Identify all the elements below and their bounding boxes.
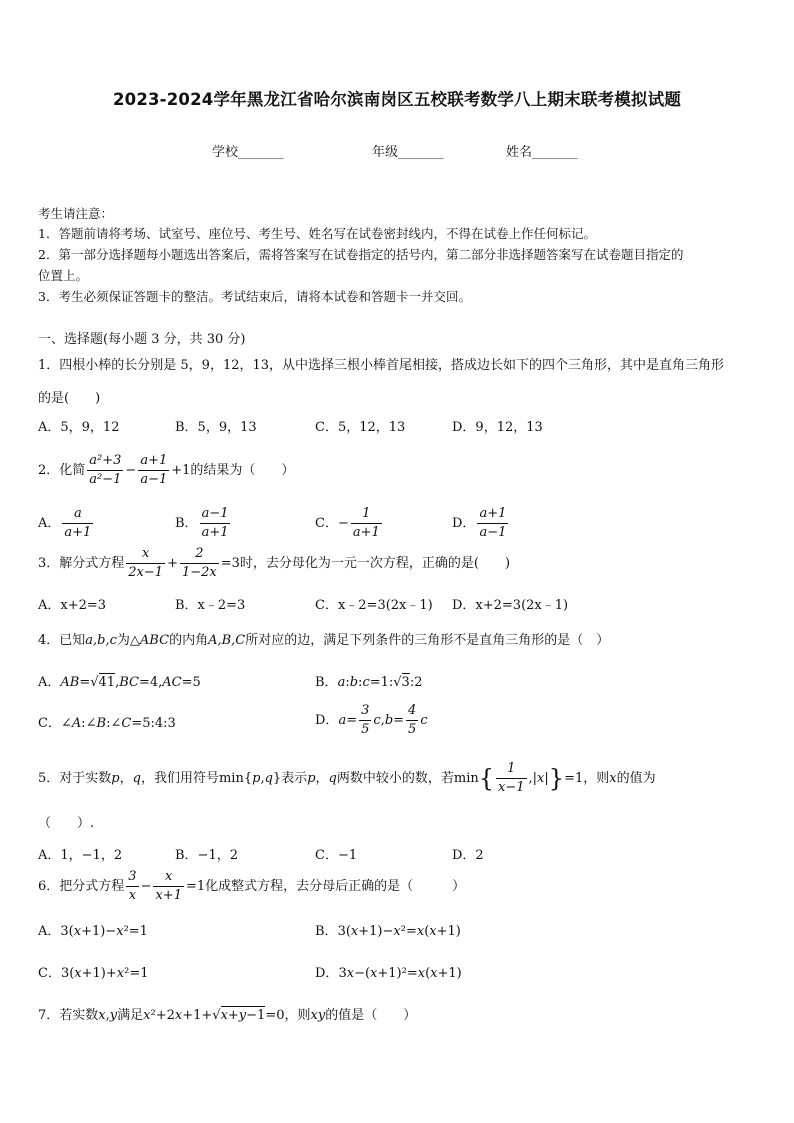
q6-option-d: D．3x−(x+1)²=x(x+1) (315, 966, 462, 981)
section-heading: 一、选择题(每小题 3 分，共 30 分) (38, 332, 246, 347)
q3-option-d: D．x+2=3(2x﹣1) (452, 598, 569, 613)
q1-option-d: D．9，12，13 (452, 420, 543, 435)
q2-suffix: 的结果为（ ） (190, 463, 295, 478)
q3-option-b: B．x﹣2=3 (175, 598, 246, 613)
q1-stem: 1．四根小棒的长分别是 5，9，12，13，从中选择三根小棒首尾相接，搭成边长如下的四个三角形，其中是直角三角形 (38, 358, 725, 373)
q6-option-b: B．3(x+1)−x²=x(x+1) (315, 924, 461, 939)
q3-option-a: A．x+2=3 (38, 598, 107, 613)
notice-item-1: 1．答题前请将考场、试室号、座位号、考生号、姓名写在试卷密封线内，不得在试卷上作任何标记。 (38, 226, 596, 241)
q2-fraction-2: $\frac{a+1}{a-1}$ (140, 453, 168, 487)
q3-stem: 3．解分式方程 $\frac{x}{2x-1}$ + $\frac{2}{1-2x}$ =3时，去分母化为一元一次方程，正确的是( ) (38, 546, 511, 580)
q5-option-a: A．1，−1，2 (38, 848, 123, 863)
q4-option-a: A．AB=√41,BC=4,AC=5 (38, 675, 201, 690)
notice-heading: 考生请注意： (38, 206, 114, 221)
exam-title: 2023-2024学年黑龙江省哈尔滨南岗区五校联考数学八上期末联考模拟试题 (112, 90, 682, 109)
q4-stem: 4．已知a,b,c为△ABC的内角A,B,C所对应的边，满足下列条件的三角形不是直角三角形的是（ ） (38, 633, 610, 648)
q5-stem-cont: （ ）. (38, 816, 95, 831)
name-field: 姓名_______ (506, 145, 578, 160)
q3-fraction-1: $\frac{x}{2x-1}$ (128, 546, 164, 580)
q5-option-d: D．2 (452, 848, 484, 863)
notice-item-3: 3．考生必须保证答题卡的整洁。考试结束后，请将本试卷和答题卡一并交回。 (38, 289, 471, 304)
q2-prefix: 2．化简 (38, 463, 86, 478)
q1-option-c: C．5，12，13 (315, 420, 406, 435)
q3-option-c: C．x﹣2=3(2x﹣1) (315, 598, 433, 613)
q2-stem: 2．化简 $\frac{\text{a²+3}}{\text{a²−1}}$ − $\frac{a+1}{a-1}$ +1的结果为（ ） (38, 453, 295, 487)
q2-fraction-1: $\frac{\text{a²+3}}{\text{a²−1}}$ (89, 453, 122, 487)
q5-option-b: B．−1，2 (175, 848, 238, 863)
notice-item-2-cont: 位置上。 (38, 268, 89, 283)
school-field: 学校_______ (212, 145, 284, 160)
q3-fraction-2: $\frac{2}{1-2x}$ (181, 546, 217, 580)
q7-stem: 7．若实数x,y满足x²+2x+1+√x+y−1=0，则xy的值是（ ） (38, 1008, 417, 1023)
q4-option-b: B．a:b:c=1:√3:2 (315, 675, 423, 690)
q2-option-b: B． $\frac{a-1}{a+1}$ (175, 506, 229, 540)
q2-option-c: C．− $\frac{1}{a+1}$ (315, 506, 380, 540)
q5-option-c: C．−1 (315, 848, 358, 863)
q6-option-a: A．3(x+1)−x²=1 (38, 924, 148, 939)
q5-stem: 5．对于实数p，q，我们用符号min{p,q}表示p，q两数中较小的数，若min{ $\frac{1}{x-1}$ ,|x|}=1，则x的值为 (38, 761, 656, 795)
q2-option-d: D． $\frac{a+1}{a-1}$ (452, 506, 507, 540)
q6-stem: 6．把分式方程 $\frac{3}{x}$ − $\frac{x}{x+1}$ =1化成整式方程，去分母后正确的是（ ） (38, 869, 466, 903)
q4-option-c: C．∠A:∠B:∠C=5:4:3 (38, 716, 176, 731)
q1-stem-cont: 的是( ) (38, 391, 101, 406)
grade-field: 年级_______ (372, 145, 444, 160)
q1-option-b: B．5，9，13 (175, 420, 257, 435)
q1-option-a: A．5，9，12 (38, 420, 120, 435)
q4-option-d: D．a= $\frac{3}{5}$ c,b= $\frac{4}{5}$ c (315, 703, 428, 737)
q6-option-c: C．3(x+1)+x²=1 (38, 966, 149, 981)
notice-item-2: 2．第一部分选择题每小题选出答案后，需将答案写在试卷指定的括号内，第二部分非选择题答案写在试卷题目指定的 (38, 247, 684, 262)
q2-option-a: A． $\frac{a}{a+1}$ (38, 506, 92, 540)
